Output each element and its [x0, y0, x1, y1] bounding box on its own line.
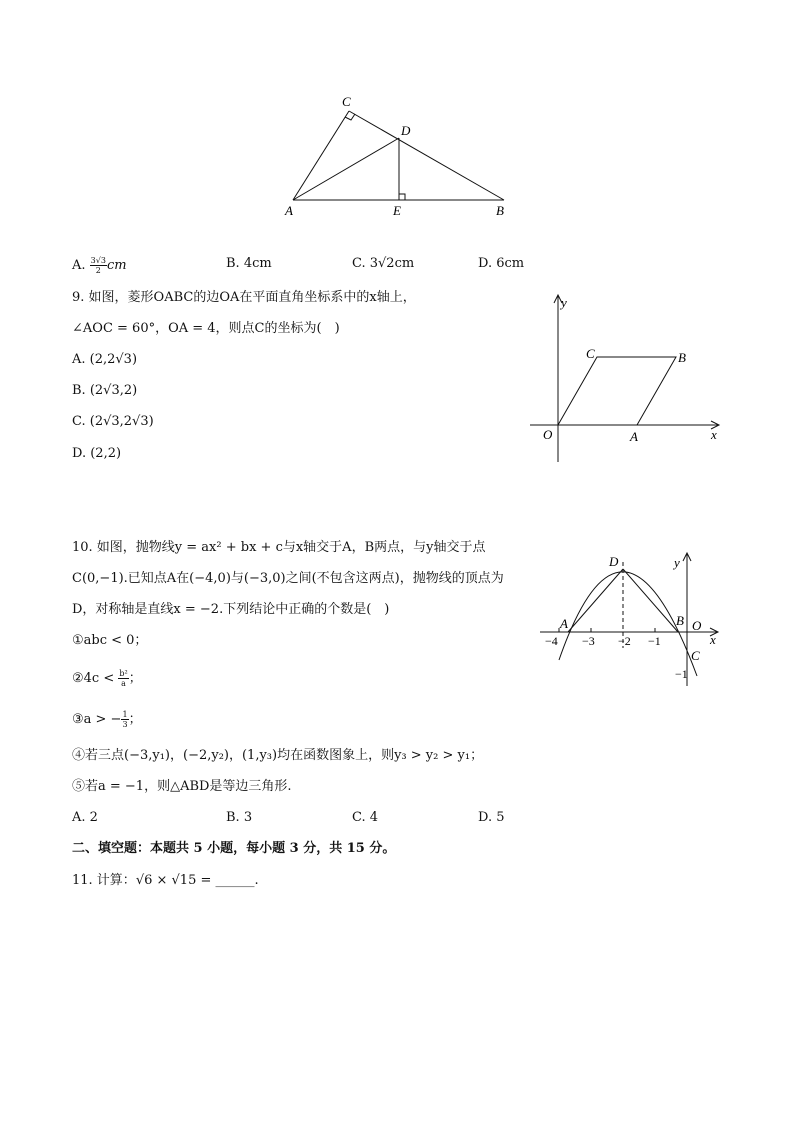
q9-stem-line2: ∠AOC = 60°，OA = 4，则点C的坐标为( )	[72, 321, 340, 336]
q8-option-a	[72, 256, 127, 275]
q10-statement-5: ⑤若a = −1，则△ABD是等边三角形.	[72, 779, 292, 794]
rhombus-oabc	[558, 357, 676, 425]
q8-option-a-unit: cm	[106, 258, 127, 273]
q10-statement-2-fraction	[118, 669, 128, 688]
label-c: C	[586, 346, 595, 361]
q8-option-a-numerator: 3√3	[90, 256, 106, 265]
label-b: B	[496, 203, 504, 218]
segment-ad	[568, 569, 623, 632]
q9-stem-line1: 9. 如图，菱形OABC的边OA在平面直角坐标系中的x轴上，	[72, 290, 416, 305]
rhombus-figure	[525, 290, 730, 465]
label-b: B	[678, 350, 686, 365]
q10-statement-4: ④若三点(−3,y₁)，(−2,y₂)，(1,y₃)均在函数图象上，则y₃ > y₂ > y₁；	[72, 748, 484, 763]
q11-prefix: 11. 计算：	[72, 873, 136, 888]
q10-statement-2-prefix: ②4c <	[72, 671, 115, 686]
triangle-figure	[280, 90, 520, 220]
right-angle-mark-e	[399, 194, 405, 200]
q10-statement-2-suffix: ；	[128, 671, 142, 686]
q10-statement-1: ①abc < 0；	[72, 633, 148, 648]
q10-stem-line3: D，对称轴是直线x = −2.下列结论中正确的个数是( )	[72, 602, 390, 617]
q10-statement-3-fraction	[121, 710, 128, 729]
label-y: y	[674, 555, 680, 570]
segment-bd	[623, 569, 678, 632]
q9-option-b: B. (2√3,2)	[72, 383, 138, 398]
q10-statement-3-prefix: ③a > −	[72, 712, 122, 727]
label-c: C	[691, 648, 700, 663]
q9-option-a: A. (2,2√3)	[72, 352, 138, 367]
label-b: B	[676, 613, 684, 628]
q10-statement-2-numerator: b²	[119, 669, 128, 678]
segment-ac	[293, 111, 349, 200]
label-c: C	[342, 94, 351, 109]
label-d: D	[401, 123, 411, 138]
label-o: O	[692, 618, 702, 633]
tick-label-m4: −4	[545, 634, 558, 648]
label-a: A	[560, 616, 568, 631]
tick-label-m2: −2	[618, 634, 631, 648]
q8-option-b: B. 4cm	[226, 256, 272, 271]
q10-statement-3-suffix: ；	[128, 712, 142, 727]
label-d: D	[609, 554, 619, 569]
tick-label-m3: −3	[582, 634, 595, 648]
q10-stem-line1: 10. 如图，抛物线y = ax² + bx + c与x轴交于A，B两点，与y轴交于点	[72, 540, 486, 555]
label-x: x	[710, 632, 716, 647]
tick-label-m1: −1	[648, 634, 661, 648]
q10-statement-2-denominator: a	[121, 679, 126, 688]
label-e: E	[393, 203, 401, 218]
q8-option-c: C. 3√2cm	[352, 256, 415, 271]
q10-statement-3	[72, 710, 142, 729]
q8-option-d: D. 6cm	[478, 256, 525, 271]
q11-stem	[72, 873, 259, 889]
q11-expression: √6 × √15 = ______.	[135, 873, 259, 888]
q10-option-b: B. 3	[226, 810, 253, 825]
label-x: x	[711, 427, 717, 442]
segment-ad	[293, 138, 399, 200]
section-heading: 二、填空题：本题共 5 小题，每小题 3 分，共 15 分。	[72, 841, 396, 856]
q8-option-a-fraction	[90, 256, 107, 275]
label-a: A	[285, 203, 293, 218]
q9-option-c: C. (2√3,2√3)	[72, 414, 154, 429]
label-y: y	[561, 295, 567, 310]
q10-option-c: C. 4	[352, 810, 379, 825]
q10-stem-line2: C(0,−1).已知点A在(−4,0)与(−3,0)之间(不包含这两点)，抛物线的顶点为	[72, 571, 504, 586]
q8-option-a-denominator: 2	[95, 266, 101, 275]
q9-option-d: D. (2,2)	[72, 446, 122, 461]
q10-statement-2	[72, 669, 142, 688]
q10-option-d: D. 5	[478, 810, 505, 825]
segment-cb	[349, 111, 504, 200]
label-a: A	[630, 429, 638, 444]
tick-label-y-m1: −1	[675, 667, 688, 681]
label-o: O	[543, 427, 553, 442]
q10-statement-3-numerator: 1	[122, 710, 128, 719]
q10-option-a: A. 2	[72, 810, 98, 825]
parabola-figure	[535, 548, 725, 688]
q10-statement-3-denominator: 3	[122, 720, 128, 729]
q8-option-a-prefix: A.	[72, 258, 86, 273]
